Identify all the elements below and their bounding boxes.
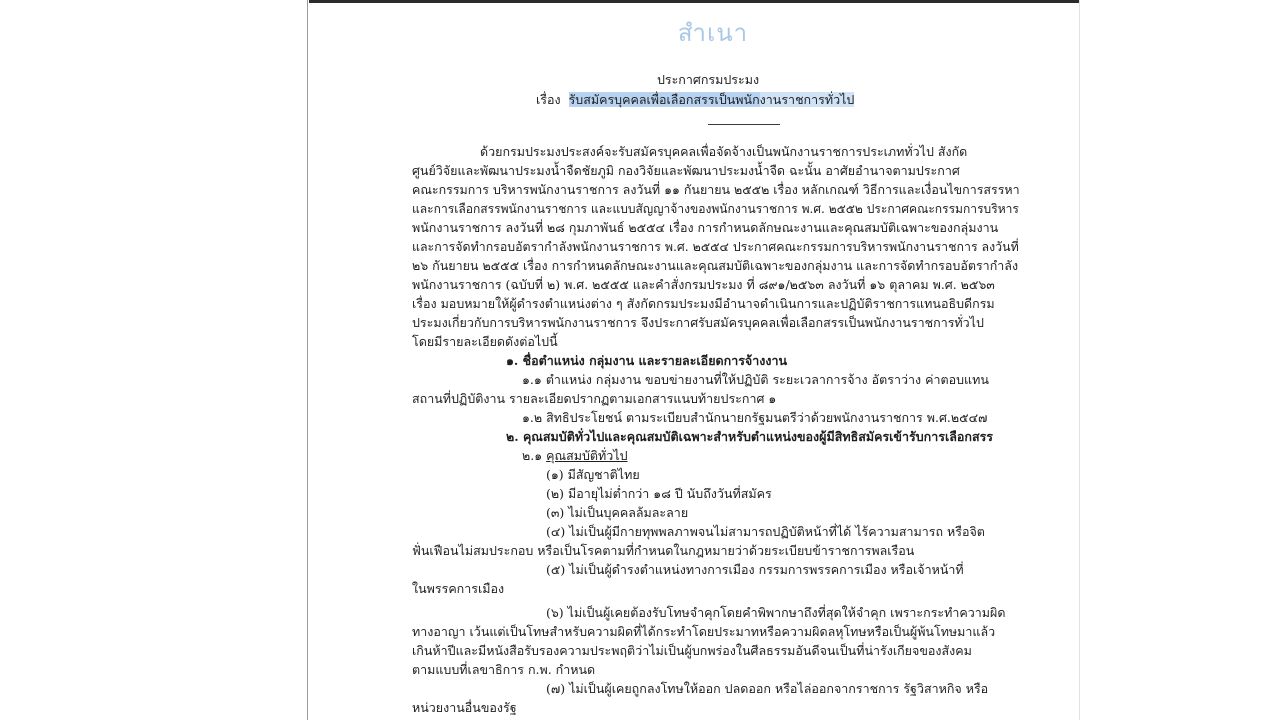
qualification-item: ฟั่นเฟือนไม่สมประกอบ หรือเป็นโรคตามที่กำหนดในกฎหมายว่าด้วยระเบียบข้าราชการพลเรือน bbox=[412, 543, 915, 558]
subject-selected-text-end[interactable]: งานราชการทั่วไป bbox=[759, 92, 855, 107]
subject-label: เรื่อง bbox=[536, 92, 561, 107]
section-1-item: ๑.๑ ตำแหน่ง กลุ่มงาน ขอบข่ายงานที่ให้ปฏิบัติ ระยะเวลาการจ้าง อัตราว่าง ค่าตอบแทน bbox=[522, 372, 989, 387]
body-line: ด้วยกรมประมงประสงค์จะรับสมัครบุคคลเพื่อจัดจ้างเป็นพนักงานราชการประเภททั่วไป สังกัด bbox=[480, 144, 968, 159]
section-1-item: ๑.๒ สิทธิประโยชน์ ตามระเบียบสำนักนายกรัฐมนตรีว่าด้วยพนักงานราชการ พ.ศ.๒๕๔๗ bbox=[522, 410, 988, 425]
subject-selected-text[interactable]: รับสมัครบุคคลเพื่อเลือกสรรเป็นพนัก bbox=[568, 92, 760, 107]
qualification-item: (๑) มีสัญชาติไทย bbox=[546, 467, 640, 482]
body-line: และการจัดทำกรอบอัตรากำลังพนักงานราชการ พ.ศ. ๒๕๕๔ ประกาศคณะกรรมการบริหารพนักงานราชการ ลงวันที่ bbox=[412, 239, 1019, 254]
page-right-edge bbox=[1079, 0, 1080, 720]
body-line: ประมงเกี่ยวกับการบริหารพนักงานราชการ จึงประกาศรับสมัครบุคคลเพื่อเลือกสรรเป็นพนักงานราชการทั่วไป bbox=[412, 315, 984, 330]
qualification-item: เกินห้าปีและมีหนังสือรับรองความประพฤติว่าไม่เป็นผู้บกพร่องในศีลธรรมอันดีจนเป็นที่น่ารังเกียจของสังคม bbox=[412, 643, 972, 658]
body-line: และการเลือกสรรพนักงานราชการ และแบบสัญญาจ้างของพนักงานราชการ พ.ศ. ๒๕๕๒ ประกาศคณะกรรมการบริหาร bbox=[412, 201, 1019, 216]
subheading-number: ๒.๑ bbox=[522, 448, 543, 463]
announcement-subject bbox=[536, 90, 854, 110]
body-line: เรื่อง มอบหมายให้ผู้ดำรงตำแหน่งต่าง ๆ สังกัดกรมประมงมีอำนาจดำเนินการและปฏิบัติราชการแทนอธิบดีกรม bbox=[412, 296, 995, 311]
qualification-item: ทางอาญา เว้นแต่เป็นโทษสำหรับความผิดที่ได้กระทำโดยประมาทหรือความผิดลหุโทษหรือเป็นผู้พ้นโทษมาแล้ว bbox=[412, 624, 996, 639]
body-line: โดยมีรายละเอียดดังต่อไปนี้ bbox=[412, 334, 558, 349]
qualification-item: (๓) ไม่เป็นบุคคลล้มละลาย bbox=[546, 505, 689, 520]
body-line: คณะกรรมการ บริหารพนักงานราชการ ลงวันที่ ๑๑ กันยายน ๒๕๕๒ เรื่อง หลักเกณฑ์ วิธีการและเงื่อนไขการสรรหา bbox=[412, 182, 1020, 197]
announcement-heading: ประกาศกรมประมง bbox=[656, 72, 760, 87]
section-1-item: สถานที่ปฏิบัติงาน รายละเอียดปรากฏตามเอกสารแนบท้ายประกาศ ๑ bbox=[412, 391, 777, 406]
qualification-item: (๕) ไม่เป็นผู้ดำรงตำแหน่งทางการเมือง กรรมการพรรคการเมือง หรือเจ้าหน้าที่ bbox=[546, 562, 964, 577]
qualification-item: (๔) ไม่เป็นผู้มีกายทุพพลภาพจนไม่สามารถปฏิบัติหน้าที่ได้ ไร้ความสามารถ หรือจิต bbox=[546, 524, 985, 539]
qualification-item: (๒) มีอายุไม่ต่ำกว่า ๑๘ ปี นับถึงวันที่สมัคร bbox=[546, 486, 772, 501]
document-page bbox=[308, 3, 1079, 720]
body-line: ๒๖ กันยายน ๒๕๕๕ เรื่อง การกำหนดลักษณะงานและคุณสมบัติเฉพาะของกลุ่มงาน และการจัดทำกรอบอัตรากำลัง bbox=[412, 258, 1019, 273]
heading-divider bbox=[708, 124, 780, 125]
body-line: ศูนย์วิจัยและพัฒนาประมงน้ำจืดชัยภูมิ กองวิจัยและพัฒนาประมงน้ำจืด ฉะนั้น อาศัยอำนาจตามประกาศ bbox=[412, 163, 960, 178]
qualification-item: ในพรรคการเมือง bbox=[412, 581, 505, 596]
qualification-item: ตามแบบที่เลขาธิการ ก.พ. กำหนด bbox=[412, 662, 596, 677]
qualification-item: (๖) ไม่เป็นผู้เคยต้องรับโทษจำคุกโดยคำพิพากษาถึงที่สุดให้จำคุก เพราะกระทำความผิด bbox=[546, 605, 1006, 620]
section-1-title: ๑. ชื่อตำแหน่ง กลุ่มงาน และรายละเอียดการจ้างงาน bbox=[506, 353, 788, 368]
section-2-title: ๒. คุณสมบัติทั่วไปและคุณสมบัติเฉพาะสำหรับตำแหน่งของผู้มีสิทธิสมัครเข้ารับการเลือกสรร bbox=[506, 429, 994, 444]
section-2-subheading bbox=[522, 447, 628, 466]
body-line: พนักงานราชการ (ฉบับที่ ๒) พ.ศ. ๒๕๕๕ และคำสั่งกรมประมง ที่ ๘๙๑/๒๕๖๓ ลงวันที่ ๑๖ ตุลาคม พ.ศ. ๒๕๖๓ bbox=[412, 277, 995, 292]
body-line: พนักงานราชการ ลงวันที่ ๒๘ กุมภาพันธ์ ๒๕๕๔ เรื่อง การกำหนดลักษณะงานและคุณสมบัติเฉพาะของกลุ่มงาน bbox=[412, 220, 999, 235]
qualification-item: หน่วยงานอื่นของรัฐ bbox=[412, 700, 517, 715]
subheading-title: คุณสมบัติทั่วไป bbox=[546, 448, 628, 463]
qualification-item: (๗) ไม่เป็นผู้เคยถูกลงโทษให้ออก ปลดออก หรือไล่ออกจากราชการ รัฐวิสาหกิจ หรือ bbox=[546, 681, 989, 696]
copy-stamp: สำเนา bbox=[677, 19, 749, 47]
